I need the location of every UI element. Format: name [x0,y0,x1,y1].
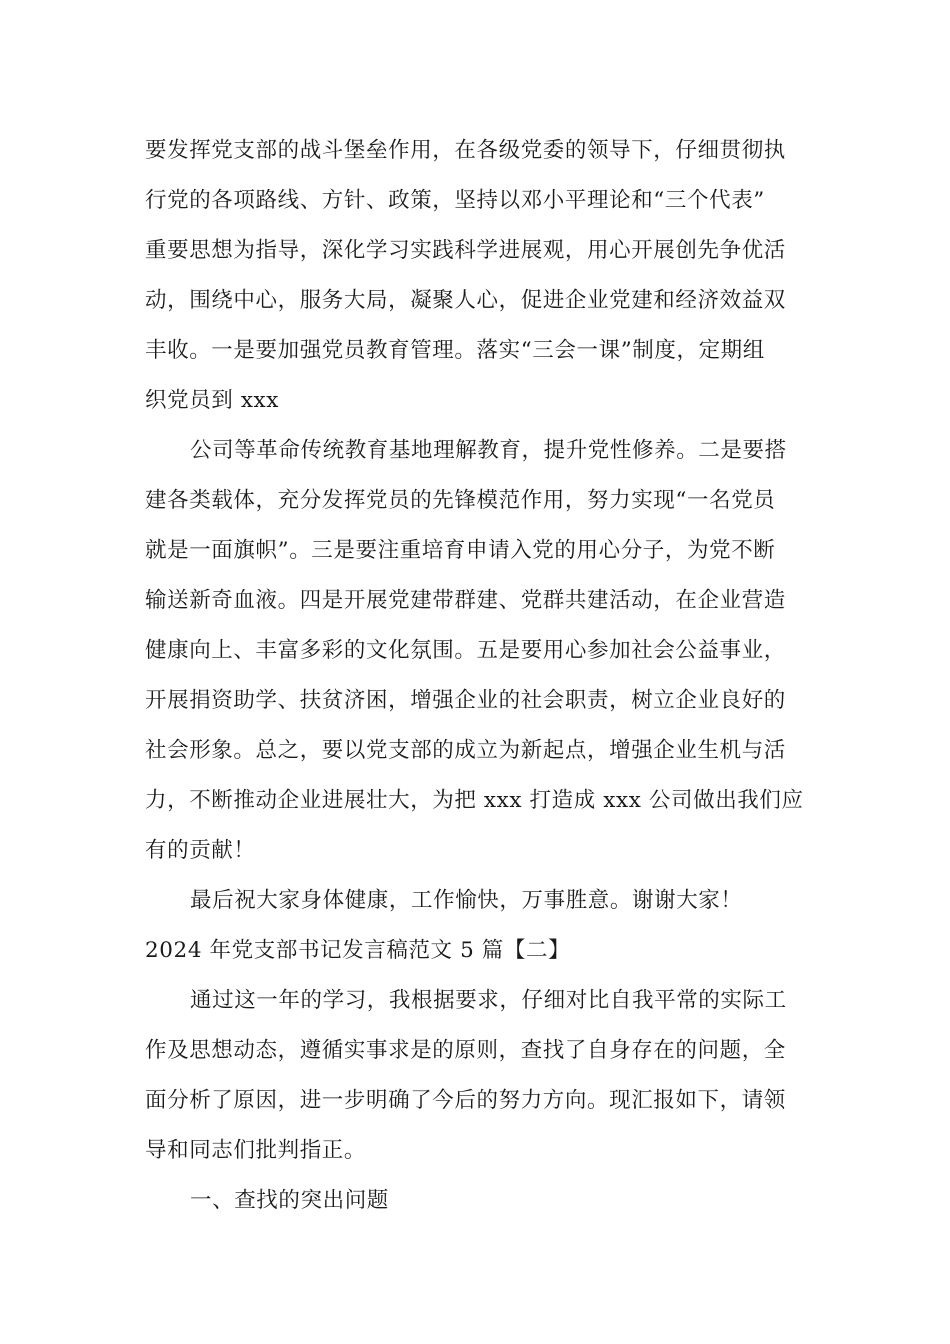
text-line: 重要思想为指导，深化学习实践科学进展观，用心开展创先争优活 [145,238,786,263]
text-line: 建各类载体，充分发挥党员的先锋模范作用，努力实现“一名党员 [145,488,776,513]
text-line: 力，不断推动企业进展壮大，为把 xxx 打造成 xxx 公司做出我们应 [145,788,804,813]
text-line: 作及思想动态，遵循实事求是的原则，查找了自身存在的问题，全 [145,1038,786,1063]
text-line: 面分析了原因，进一步明确了今后的努力方向。现汇报如下，请领 [145,1088,786,1113]
text-line: 行党的各项路线、方针、政策，坚持以邓小平理论和“三个代表” [145,188,765,213]
text-line: 输送新奇血液。四是开展党建带群建、党群共建活动，在企业营造 [145,588,786,613]
text-line: 丰收。一是要加强党员教育管理。落实“三会一课”制度，定期组 [145,338,765,363]
text-line: 公司等革命传统教育基地理解教育，提升党性修养。二是要搭 [190,438,787,463]
text-line: 开展捐资助学、扶贫济困，增强企业的社会职责，树立企业良好的 [145,688,786,713]
text-line: 要发挥党支部的战斗堡垒作用，在各级党委的领导下，仔细贯彻执 [145,138,786,163]
text-line: 导和同志们批判指正。 [145,1138,367,1163]
subsection-heading: 一、查找的突出问题 [190,1188,389,1213]
text-line: 有的贡献！ [145,838,256,863]
section-heading: 2024 年党支部书记发言稿范文 5 篇【二】 [145,938,571,963]
text-line: 织党员到 xxx [145,388,280,413]
text-line: 社会形象。总之，要以党支部的成立为新起点，增强企业生机与活 [145,738,786,763]
text-line: 健康向上、丰富多彩的文化氛围。五是要用心参加社会公益事业， [145,638,786,663]
text-line: 动，围绕中心，服务大局，凝聚人心，促进企业党建和经济效益双 [145,288,786,313]
text-line: 通过这一年的学习，我根据要求，仔细对比自我平常的实际工 [190,988,787,1013]
text-line: 最后祝大家身体健康，工作愉快，万事胜意。谢谢大家！ [190,888,743,913]
text-line: 就是一面旗帜”。三是要注重培育申请入党的用心分子，为党不断 [145,538,776,563]
